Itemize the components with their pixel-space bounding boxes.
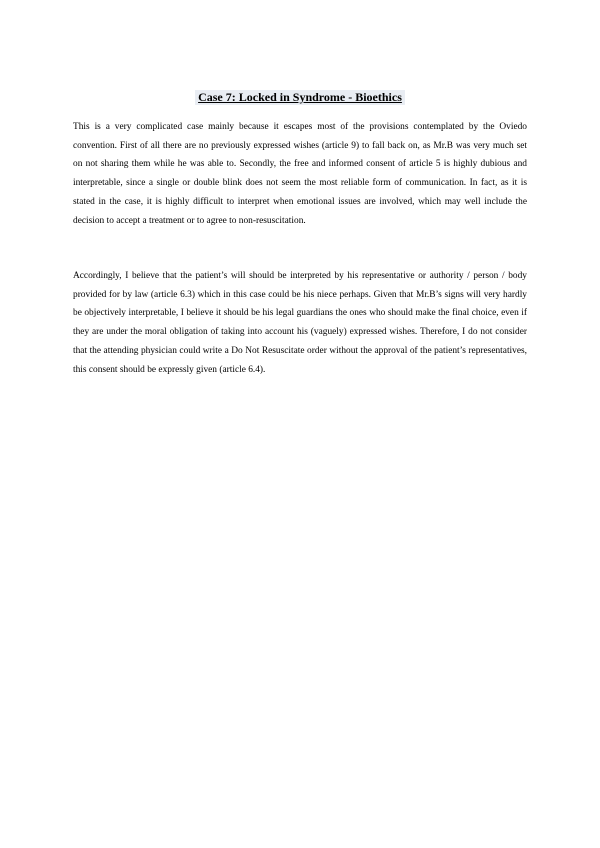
- paragraph-2: Accordingly, I believe that the patient’s will should be interpreted by his representative or authority / person / body provided for by law (article 6.3) which in this case could be his niece perhaps. Given that Mr.B’s signs will very hardly be objectively interpretable, I believe it should be his legal guardians the ones who should make the final choice, even if they are under the moral obligation of taking into account his (vaguely) expressed wishes. Therefore, I do not consider that the attending physician could write a Do Not Resuscitate order without the approval of the patient’s representatives, this consent should be expressly given (article 6.4).: [73, 271, 527, 375]
- title-container: [0, 88, 600, 106]
- document-title: Case 7: Locked in Syndrome - Bioethics: [195, 90, 405, 105]
- paragraph-1: This is a very complicated case mainly because it escapes most of the provisions contemplated by the Oviedo convention. First of all there are no previously expressed wishes (article 9) to fall back on, as Mr.B was very much set on not sharing them while he was able to. Secondly, the free and informed consent of article 5 is highly dubious and interpretable, since a single or double blink does not seem the most reliable form of communication. In fact, as it is stated in the case, it is highly difficult to interpret when emotional issues are involved, which may well include the decision to accept a treatment or to agree to non-resuscitation.: [73, 122, 527, 226]
